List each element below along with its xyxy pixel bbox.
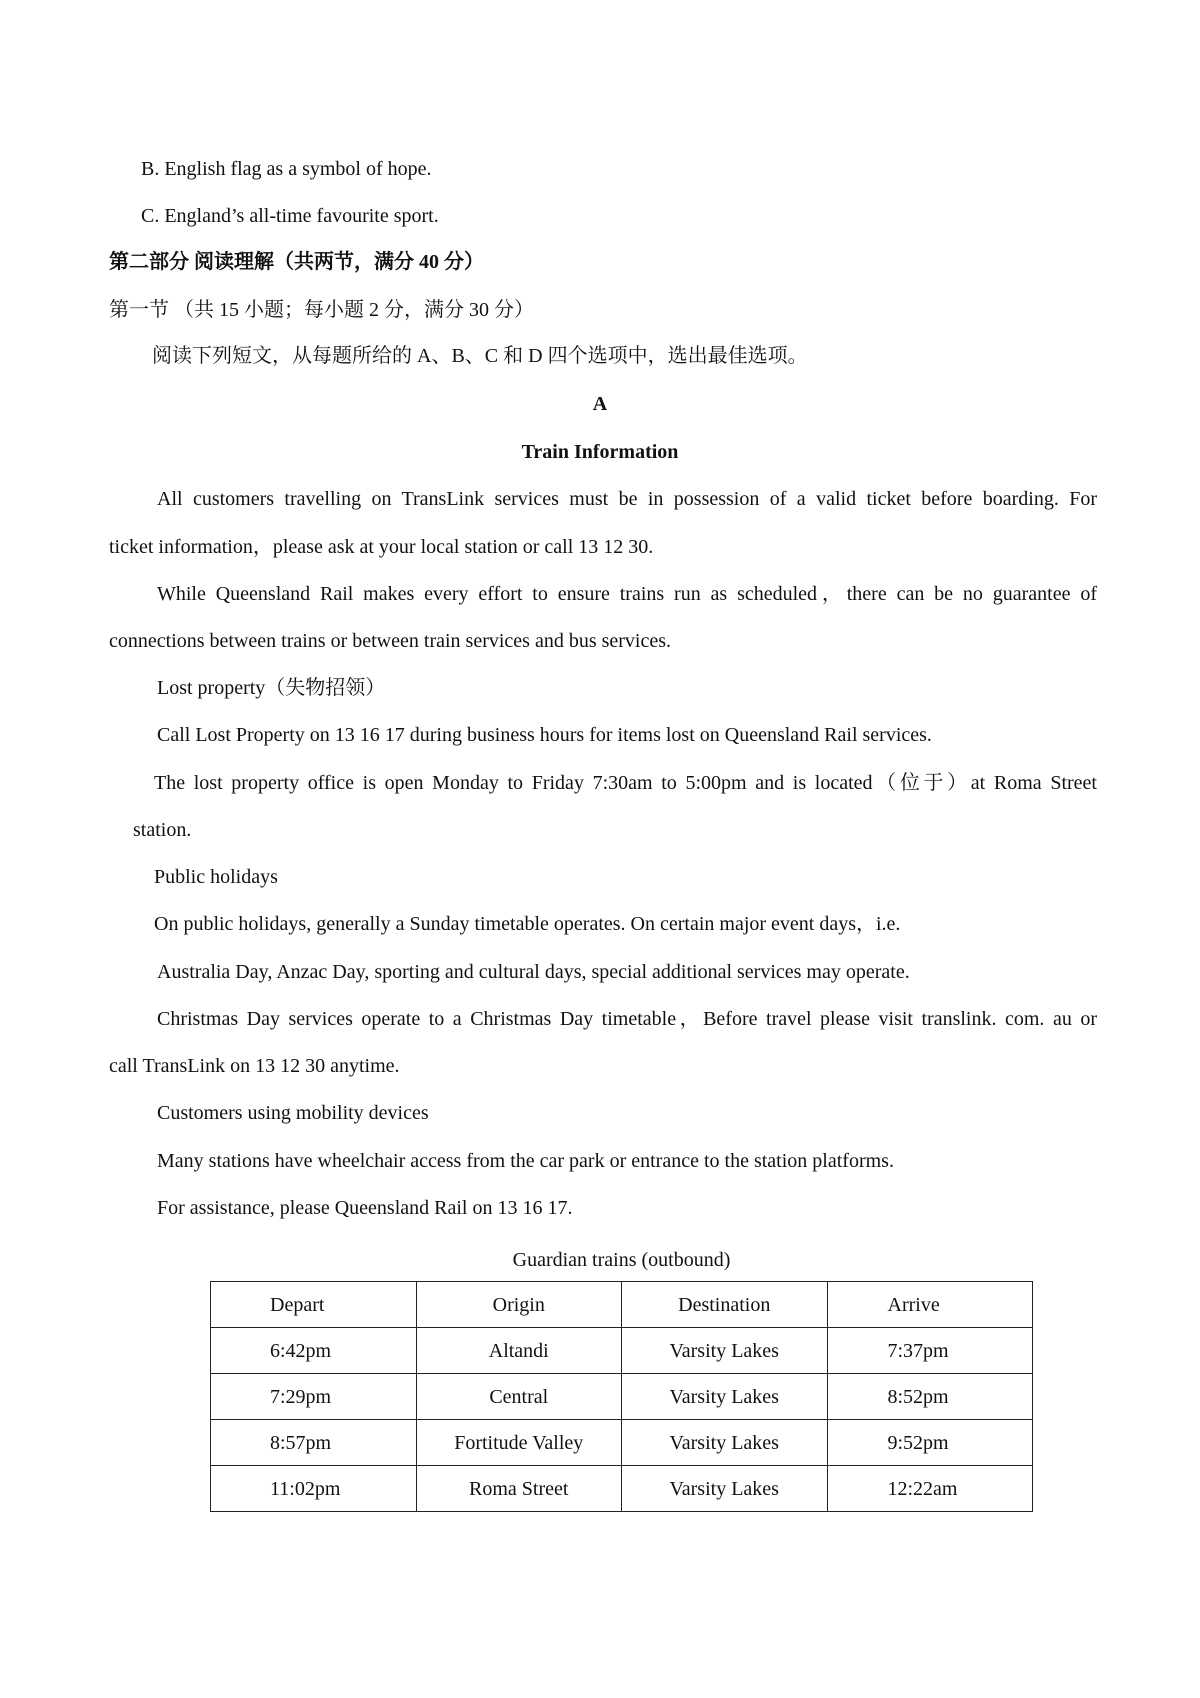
table-row [211, 1466, 1033, 1512]
passage-line: Australia Day, Anzac Day, sporting and cultural days, special additional services may operate. [157, 961, 910, 983]
table-row [211, 1420, 1033, 1466]
instruction: 阅读下列短文，从每题所给的 A、B、C 和 D 四个选项中，选出最佳选项。 [152, 345, 808, 367]
destination-cell: Varsity Lakes [622, 1328, 828, 1374]
option-c: C. England’s all-time favourite sport. [141, 205, 439, 227]
origin-cell: Fortitude Valley [416, 1420, 622, 1466]
depart-cell: 8:57pm [211, 1420, 417, 1466]
header-destination: Destination [622, 1282, 828, 1328]
passage-line: station. [133, 819, 192, 841]
table-row [211, 1374, 1033, 1420]
part-title: 第二部分 阅读理解（共两节，满分 40 分） [109, 251, 484, 273]
passage-line: call TransLink on 13 12 30 anytime. [109, 1055, 400, 1077]
origin-cell: Altandi [416, 1328, 622, 1374]
destination-cell: Varsity Lakes [622, 1420, 828, 1466]
passage-line: ticket information，please ask at your local station or call 13 12 30. [109, 536, 654, 558]
table-caption: Guardian trains (outbound) [512, 1249, 731, 1271]
passage-line: On public holidays, generally a Sunday timetable operates. On certain major event days，i.e. [154, 913, 901, 935]
depart-cell: 6:42pm [211, 1328, 417, 1374]
passage-subheading: Public holidays [154, 866, 278, 888]
arrive-cell: 8:52pm [827, 1374, 1033, 1420]
origin-cell: Roma Street [416, 1466, 622, 1512]
train-timetable [210, 1281, 1033, 1512]
passage-subheading: Customers using mobility devices [157, 1102, 429, 1124]
subsection-title: 第一节 （共 15 小题；每小题 2 分，满分 30 分） [109, 299, 534, 321]
header-origin: Origin [416, 1282, 622, 1328]
arrive-cell: 12:22am [827, 1466, 1033, 1512]
passage-line: Christmas Day services operate to a Christmas Day timetable，Before travel please visit translink. com. au or [157, 1008, 1097, 1030]
passage-line: The lost property office is open Monday to Friday 7:30am to 5:00pm and is located（位于）at Roma Street [154, 772, 1097, 794]
arrive-cell: 7:37pm [827, 1328, 1033, 1374]
depart-cell: 7:29pm [211, 1374, 417, 1420]
passage-line: connections between trains or between train services and bus services. [109, 630, 672, 652]
passage-subheading: Lost property（失物招领） [157, 677, 386, 699]
passage-letter: A [592, 393, 608, 415]
header-arrive: Arrive [827, 1282, 1033, 1328]
table-header-row [211, 1282, 1033, 1328]
passage-line: While Queensland Rail makes every effort to ensure trains run as scheduled，there can be no guarantee of [157, 583, 1097, 605]
passage-line: All customers travelling on TransLink services must be in possession of a valid ticket before boarding. For [157, 488, 1097, 510]
passage-line: For assistance, please Queensland Rail on 13 16 17. [157, 1197, 573, 1219]
destination-cell: Varsity Lakes [622, 1466, 828, 1512]
origin-cell: Central [416, 1374, 622, 1420]
passage-line: Call Lost Property on 13 16 17 during business hours for items lost on Queensland Rail services. [157, 724, 932, 746]
depart-cell: 11:02pm [211, 1466, 417, 1512]
table-row [211, 1328, 1033, 1374]
option-b: B. English flag as a symbol of hope. [141, 158, 432, 180]
passage-title: Train Information [521, 441, 679, 463]
header-depart: Depart [211, 1282, 417, 1328]
passage-line: Many stations have wheelchair access from the car park or entrance to the station platforms. [157, 1150, 894, 1172]
arrive-cell: 9:52pm [827, 1420, 1033, 1466]
destination-cell: Varsity Lakes [622, 1374, 828, 1420]
